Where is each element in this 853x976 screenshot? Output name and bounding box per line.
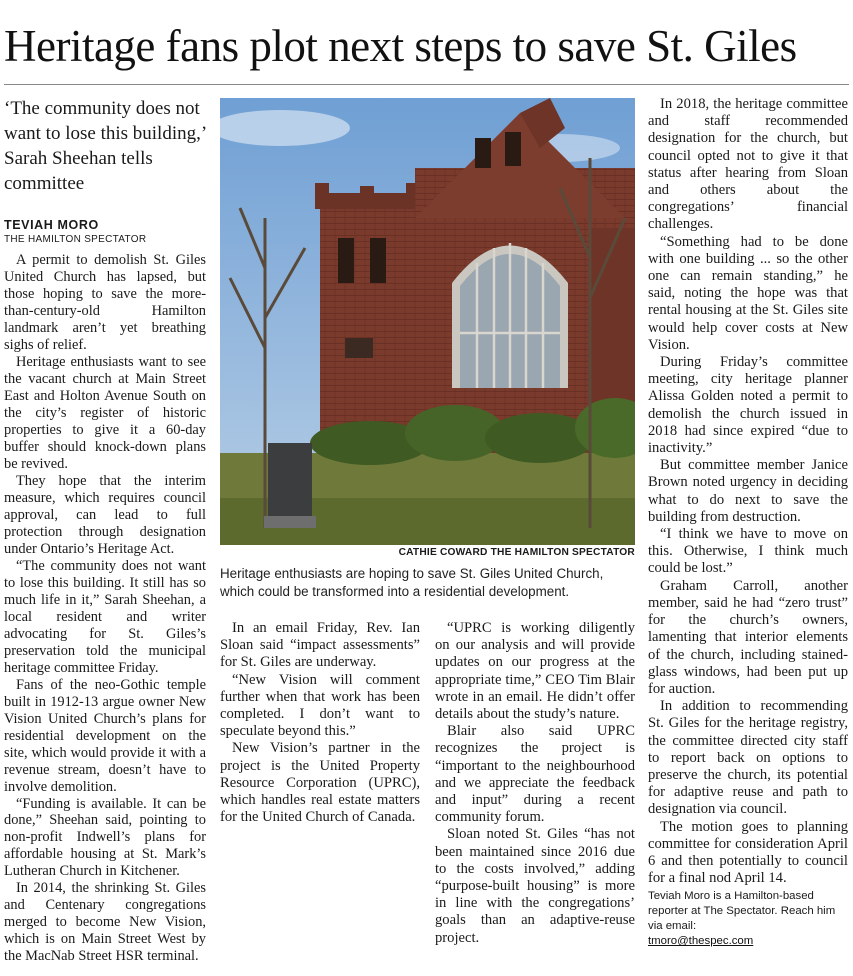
article-paragraph: Graham Carroll, another member, said he had “zero trust” for the church’s owners, lamenting that interior elements of the church, including stained-glass windows, had been put up for auction. xyxy=(648,577,848,697)
article-paragraph: In addition to recommending St. Giles for the heritage registry, the committee directed city staff to report back on options to preserve the church, its potential for adaptive reuse and path to designation via council. xyxy=(648,698,848,818)
article-paragraph: New Vision’s partner in the project is the United Property Resource Corporation (UPRC), which handles real estate matters for the United Church of Canada. xyxy=(220,740,420,826)
article-paragraph: “Something had to be done with one building ... so the other one can remain standing,” he said, noting the hope was that rental housing at the St. Giles site would help cover costs at New Vision. xyxy=(648,233,848,353)
article-paragraph: “UPRC is working diligently on our analysis and will provide updates on our progress at the appropriate time,” CEO Tim Blair wrote in an email. He didn’t offer details about the study’s nature. xyxy=(435,620,635,723)
photo-caption: Heritage enthusiasts are hoping to save St. Giles United Church, which could be transformed into a residential development. xyxy=(220,566,604,599)
byline-outlet: THE HAMILTON SPECTATOR xyxy=(4,234,147,245)
author-bio xyxy=(648,889,848,949)
article-paragraph: The motion goes to planning committee for consideration April 6 and then potentially to council for a final nod April 14. xyxy=(648,818,848,887)
article-paragraph: “I think we have to move on this. Otherwise, I think much could be lost.” xyxy=(648,526,848,577)
article-paragraph: Sloan noted St. Giles “has not been maintained since 2016 due to the costs involved,” adding “purpose-built housing” is more in line with the congregations’ goals than an adaptive-reuse project. xyxy=(435,826,635,946)
byline xyxy=(4,218,206,246)
deck: ‘The community does not want to lose this building,’ Sarah Sheehan tells committee xyxy=(4,98,206,194)
article-paragraph: During Friday’s committee meeting, city heritage planner Alissa Golden noted a permit to demolish the church issued in 2018 had since expired “due to inactivity.” xyxy=(648,354,848,457)
article-paragraph: In 2014, the shrinking St. Giles and Centenary congregations merged to become New Vision, which is on Main Street West by the MacNab Street HSR terminal. xyxy=(4,880,206,965)
article-paragraph: “New Vision will comment further when that work has been completed. I don’t want to speculate beyond this.” xyxy=(220,671,420,740)
column-2 xyxy=(220,620,420,826)
byline-name: TEVIAH MORO xyxy=(4,218,99,232)
article-paragraph: Fans of the neo-Gothic temple built in 1912-13 argue owner New Vision United Church’s plans for residential development on the site, which would provide it with a revenue stream, doesn’t have to involve demolition. xyxy=(4,676,206,795)
article-paragraph: In an email Friday, Rev. Ian Sloan said “impact assessments” for St. Giles are underway. xyxy=(220,620,420,671)
article-paragraph: Heritage enthusiasts want to see the vacant church at Main Street East and Holton Avenue South on the city’s register of historic properties to give it a 60-day buffer should knock-down plans be revived. xyxy=(4,353,206,472)
column-4 xyxy=(648,96,848,949)
photo-credit: CATHIE COWARD THE HAMILTON SPECTATOR xyxy=(398,547,635,558)
headline-rule xyxy=(4,84,849,85)
article-paragraph: A permit to demolish St. Giles United Church has lapsed, but those hoping to save the more-than-century-old Hamilton landmark aren’t yet breathing sighs of relief. xyxy=(4,252,206,353)
article-paragraph: Blair also said UPRC recognizes the project is “important to the neighbourhood and we appreciate the feedback and input” during a recent community forum. xyxy=(435,723,635,826)
article-paragraph: “Funding is available. It can be done,” Sheehan said, pointing to non-profit Indwell’s plans for affordable housing at St. Mark’s Lutheran Church in Kitchener. xyxy=(4,795,206,880)
author-email-link[interactable]: tmoro@thespec.com xyxy=(648,935,754,948)
column-3 xyxy=(435,620,635,947)
article-paragraph: But committee member Janice Brown noted urgency in deciding what to do next to save the building from destruction. xyxy=(648,457,848,525)
column-1 xyxy=(4,252,206,965)
church-photo xyxy=(220,98,635,545)
article-paragraph: “The community does not want to lose this building. It still has so much life in it,” Sarah Sheehan, a local resident and writer advocating for St. Giles’s preservation told the municipal heritage committee Friday. xyxy=(4,557,206,676)
article-paragraph: In 2018, the heritage committee and staff recommended designation for the church, but council opted not to give it that status after hearing from Sloan and others about the congregations’ financial challenges. xyxy=(648,96,848,233)
author-bio-text: Teviah Moro is a Hamilton-based reporter at The Spectator. Reach him via email: xyxy=(648,890,836,933)
headline: Heritage fans plot next steps to save St. Giles xyxy=(4,21,797,71)
article-paragraph: They hope that the interim measure, which requires council approval, can lead to full protection through designation under Ontario’s Heritage Act. xyxy=(4,472,206,557)
